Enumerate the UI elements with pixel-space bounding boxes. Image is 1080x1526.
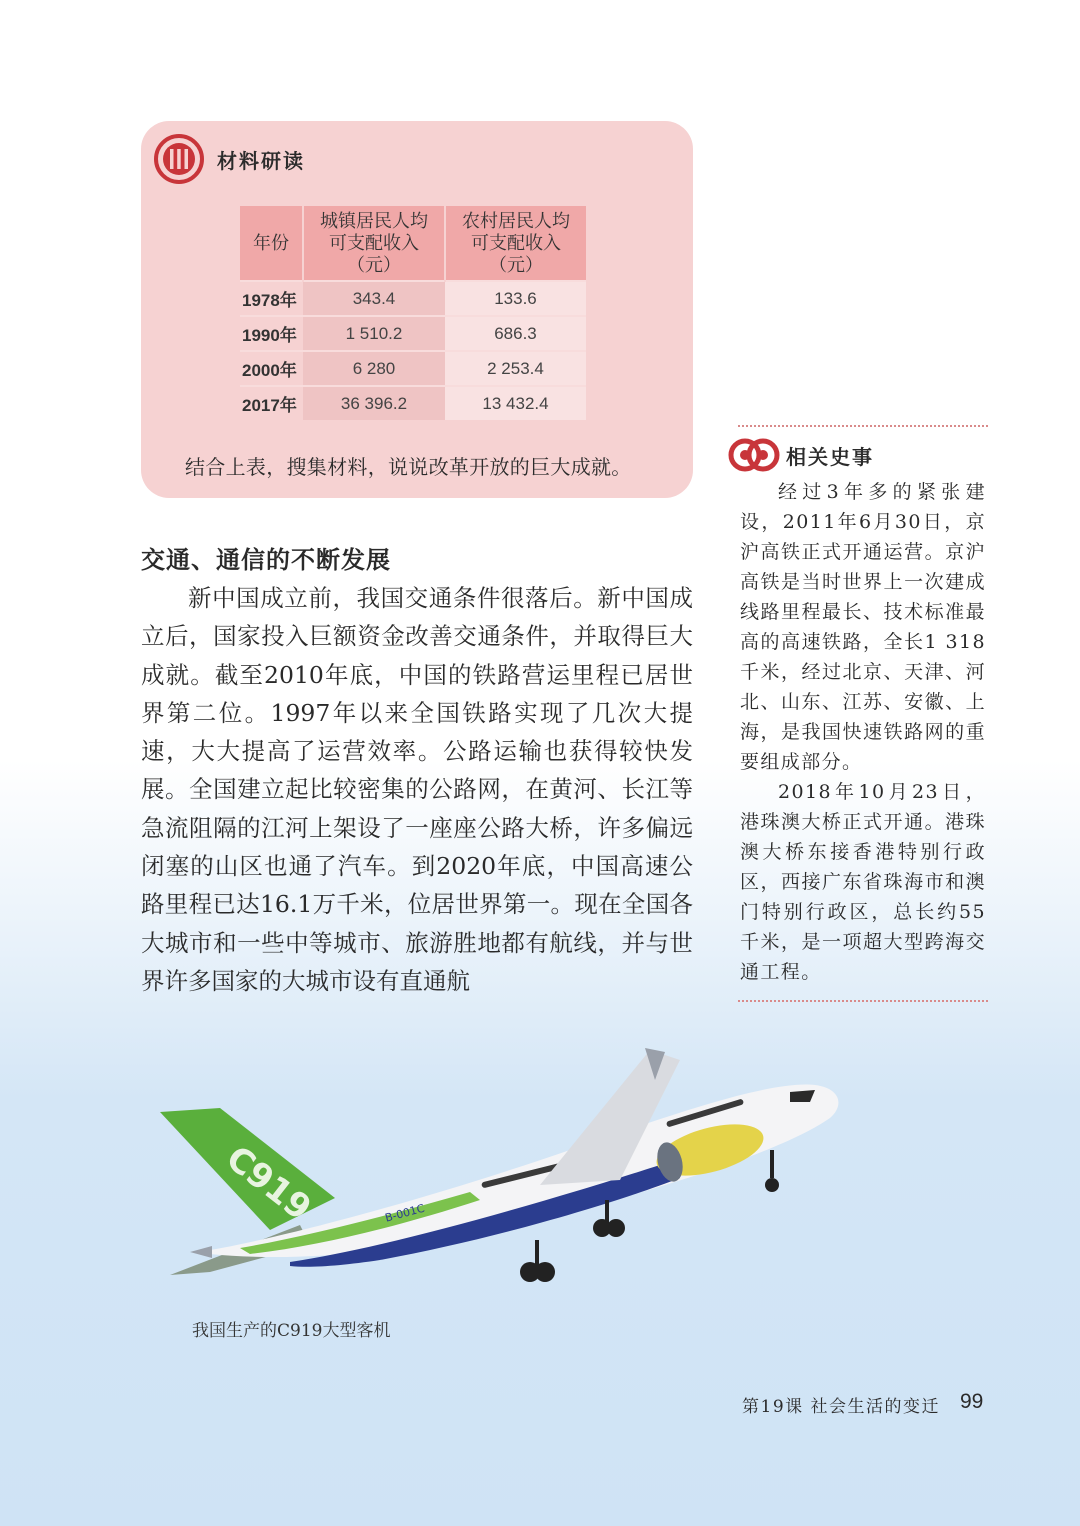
side-note-title: 相关史事	[786, 444, 874, 469]
fuselage	[210, 1085, 838, 1258]
side-note-paragraph: 2018年10月23日，港珠澳大桥正式开通。港珠澳大桥东接香港特别行政区，西接广东省珠海市和澳门特别行政区，总长约55千米，是一项超大型跨海交通工程。	[740, 781, 986, 983]
header-year: 年份	[240, 206, 303, 281]
header-urban-income: 城镇居民人均 可支配收入 （元）	[303, 206, 445, 281]
figure-caption: 我国生产的C919大型客机	[192, 1321, 391, 1341]
cell-year: 1978年	[240, 281, 303, 316]
income-table	[240, 206, 586, 420]
material-reading-box	[141, 121, 693, 498]
footer-lesson-title: 第19课 社会生活的变迁	[742, 1397, 941, 1417]
cell-rural: 686.3	[445, 316, 586, 351]
side-note-paragraph: 经过3年多的紧张建设，2011年6月30日，京沪高铁正式开通运营。京沪高铁是当时世界上一次建成线路里程最长、技术标准最高的高速铁路，全长1 318千米，经过北京、天津、河北、山东、江苏、安徽、上海，是我国快速铁路网的重要组成部分。	[740, 481, 986, 773]
cell-year: 2017年	[240, 386, 303, 420]
side-note-header	[728, 432, 874, 478]
related-history-icon	[728, 432, 780, 478]
cell-urban: 36 396.2	[303, 386, 445, 420]
table-header-row	[240, 206, 586, 281]
related-history-note	[738, 425, 988, 1002]
material-header	[153, 133, 305, 185]
header-rural-income: 农村居民人均 可支配收入 （元）	[445, 206, 586, 281]
table-row	[240, 316, 586, 351]
table-row	[240, 351, 586, 386]
tail-cone	[190, 1246, 212, 1258]
cell-urban: 1 510.2	[303, 316, 445, 351]
material-reading-icon	[153, 133, 205, 185]
section-title: 交通、通信的不断发展	[141, 546, 391, 574]
section-body-text: 新中国成立前，我国交通条件很落后。新中国成立后，国家投入巨额资金改善交通条件，并取得巨大成就。截至2010年底，中国的铁路营运里程已居世界第二位。1997年以来全国铁路实现了几次大提速，大大提高了运营效率。公路运输也获得较快发展。全国建立起比较密集的公路网，在黄河、长江等急流阻隔的江河上架设了一座座公路大桥，许多偏远闭塞的山区也通了汽车。到2020年底，中国高速公路里程已达16.1万千米，位居世界第一。现在全国各大城市和一些中等城市、旅游胜地都有航线，并与世界许多国家的大城市设有直通航	[141, 584, 693, 995]
table-row	[240, 386, 586, 420]
cell-rural: 2 253.4	[445, 351, 586, 386]
page-number: 99	[960, 1390, 984, 1413]
c919-airplane-image	[150, 1040, 850, 1290]
tail-text: C919	[218, 1138, 319, 1229]
registration-text: B-001C	[383, 1201, 426, 1225]
material-title: 材料研读	[217, 148, 305, 173]
cell-rural: 133.6	[445, 281, 586, 316]
cell-rural: 13 432.4	[445, 386, 586, 420]
cell-urban: 343.4	[303, 281, 445, 316]
cell-year: 2000年	[240, 351, 303, 386]
side-note-body	[740, 477, 986, 987]
table-row	[240, 281, 586, 316]
material-question: 结合上表，搜集材料，说说改革开放的巨大成就。	[185, 455, 632, 479]
cell-urban: 6 280	[303, 351, 445, 386]
cell-year: 1990年	[240, 316, 303, 351]
